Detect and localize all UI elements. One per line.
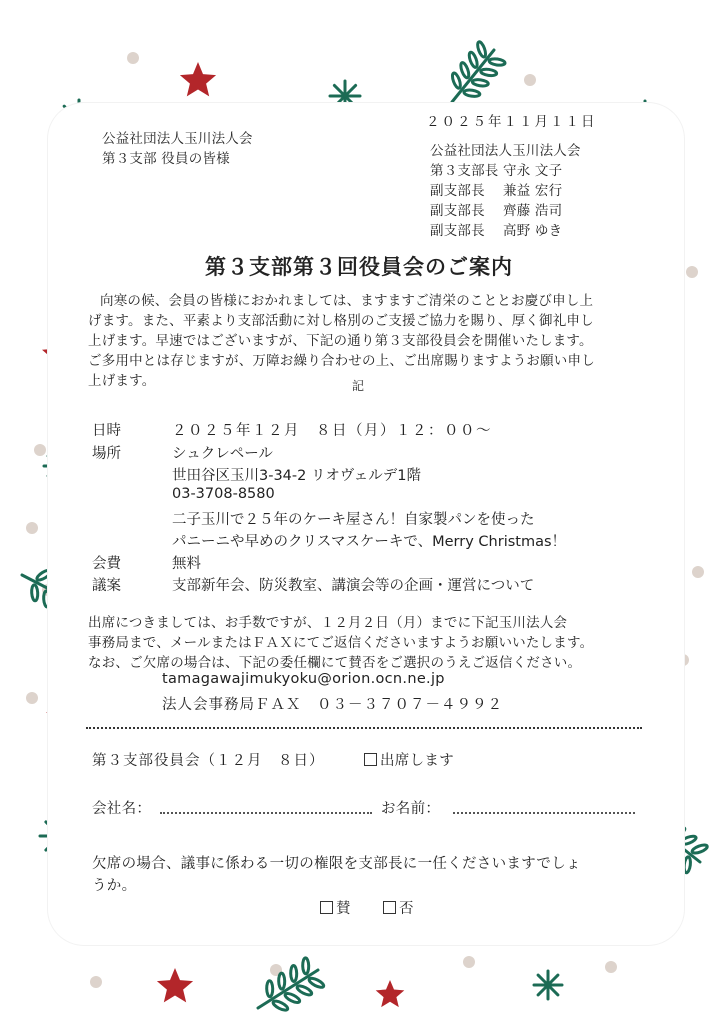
no-label: 否 bbox=[399, 901, 414, 917]
cut-line bbox=[86, 727, 642, 729]
sender-line: 第３支部長 守永 文子 bbox=[430, 163, 563, 179]
attend-checkbox[interactable] bbox=[364, 753, 377, 766]
place-name: シュクレペール bbox=[172, 446, 273, 462]
no-option[interactable] bbox=[383, 897, 414, 918]
ornament-dot bbox=[686, 266, 698, 278]
agenda-label: 議案 bbox=[92, 578, 121, 594]
yes-checkbox[interactable] bbox=[320, 901, 333, 914]
place-note: 二子玉川で２５年のケーキ屋さん！自家製パンを使った bbox=[172, 512, 535, 528]
yes-option[interactable] bbox=[320, 897, 351, 918]
agenda-value: 支部新年会、防災教室、講演会等の企画・運営について bbox=[172, 578, 535, 594]
fee-label: 会費 bbox=[92, 556, 121, 572]
yes-label: 賛 bbox=[336, 901, 351, 917]
green-branch-icon bbox=[451, 41, 506, 102]
no-checkbox[interactable] bbox=[383, 901, 396, 914]
sender-line: 副支部長 高野 ゆき bbox=[430, 223, 563, 239]
recipient-group: 第３支部 役員の皆様 bbox=[102, 151, 230, 167]
name-field[interactable] bbox=[453, 812, 635, 814]
datetime-label: 日時 bbox=[92, 423, 121, 439]
reply-line: 出席につきましては、お手数ですが、１２月２日（月）までに下記玉川法人会 bbox=[88, 615, 568, 631]
green-snowflake-icon bbox=[534, 971, 562, 999]
form-meeting: 第３支部役員会（１２月 ８日） bbox=[92, 753, 325, 769]
ornament-dot bbox=[26, 522, 38, 534]
ornament-dot bbox=[90, 976, 102, 988]
recipient-org: 公益社団法人玉川法人会 bbox=[102, 131, 253, 147]
green-branch-icon bbox=[258, 958, 325, 1012]
ki-label: 記 bbox=[352, 379, 365, 393]
red-star-icon bbox=[157, 968, 193, 1002]
datetime-value: ２０２５年１２月 ８日（月）１２：００～ bbox=[172, 423, 492, 439]
name-label: お名前： bbox=[381, 801, 441, 817]
sender-line: 副支部長 兼益 宏行 bbox=[430, 183, 563, 199]
proxy-text: うか。 bbox=[92, 878, 137, 894]
red-star-icon bbox=[376, 980, 405, 1007]
greeting-line: 上げます。早速ではございますが、下記の通り第３支部役員会を開催いたします。 bbox=[88, 333, 593, 349]
company-label: 会社名： bbox=[92, 801, 152, 817]
ornament-dot bbox=[524, 74, 536, 86]
place-address: 世田谷区玉川3-34-2 リオヴェルデ1階 bbox=[172, 468, 421, 484]
ornament-dot bbox=[127, 52, 139, 64]
ornament-dot bbox=[605, 961, 617, 973]
contact-email[interactable]: tamagawajimukyoku@orion.ocn.ne.jp bbox=[162, 671, 445, 687]
issue-date: ２０２５年１１月１１日 bbox=[426, 114, 597, 130]
proxy-text: 欠席の場合、議事に係わる一切の権限を支部長に一任くださいますでしょ bbox=[92, 856, 581, 872]
attend-option[interactable] bbox=[364, 749, 454, 770]
ornament-dot bbox=[463, 956, 475, 968]
place-label: 場所 bbox=[92, 446, 121, 462]
greeting-line: ご多用中とは存じますが、万障お繰り合わせの上、ご出席賜りますようお願い申し bbox=[88, 353, 595, 369]
greeting-line: 向寒の候、会員の皆様におかれましては、ますますご清栄のこととお慶び申し上 bbox=[100, 293, 594, 309]
attend-label: 出席します bbox=[380, 753, 454, 769]
reply-line: 事務局まで、メールまたはＦＡＸにてご返信くださいますようお願いいたします。 bbox=[88, 635, 594, 651]
sender-org: 公益社団法人玉川法人会 bbox=[430, 143, 581, 159]
ornament-dot bbox=[692, 566, 704, 578]
sender-line: 副支部長 齊藤 浩司 bbox=[430, 203, 563, 219]
ornament-dot bbox=[34, 444, 46, 456]
greeting-line: げます。また、平素より支部活動に対し格別のご支援ご協力を賜り、厚く御礼申し bbox=[88, 313, 594, 329]
reply-line: なお、ご欠席の場合は、下記の委任欄にて賛否をご選択のうえご返信ください。 bbox=[88, 655, 582, 671]
fee-value: 無料 bbox=[172, 556, 201, 572]
company-field[interactable] bbox=[160, 812, 372, 814]
greeting-line: 上げます。 bbox=[88, 373, 156, 389]
place-note: パニーニや早めのクリスマスケーキで、Merry Christmas！ bbox=[172, 534, 567, 550]
page-title: 第３支部第３回役員会のご案内 bbox=[205, 255, 513, 279]
contact-fax: 法人会事務局ＦＡＸ ０３－３７０７－４９９２ bbox=[162, 697, 503, 713]
place-phone: 03-3708-8580 bbox=[172, 486, 275, 502]
ornament-dot bbox=[26, 692, 38, 704]
red-star-icon bbox=[180, 62, 216, 96]
